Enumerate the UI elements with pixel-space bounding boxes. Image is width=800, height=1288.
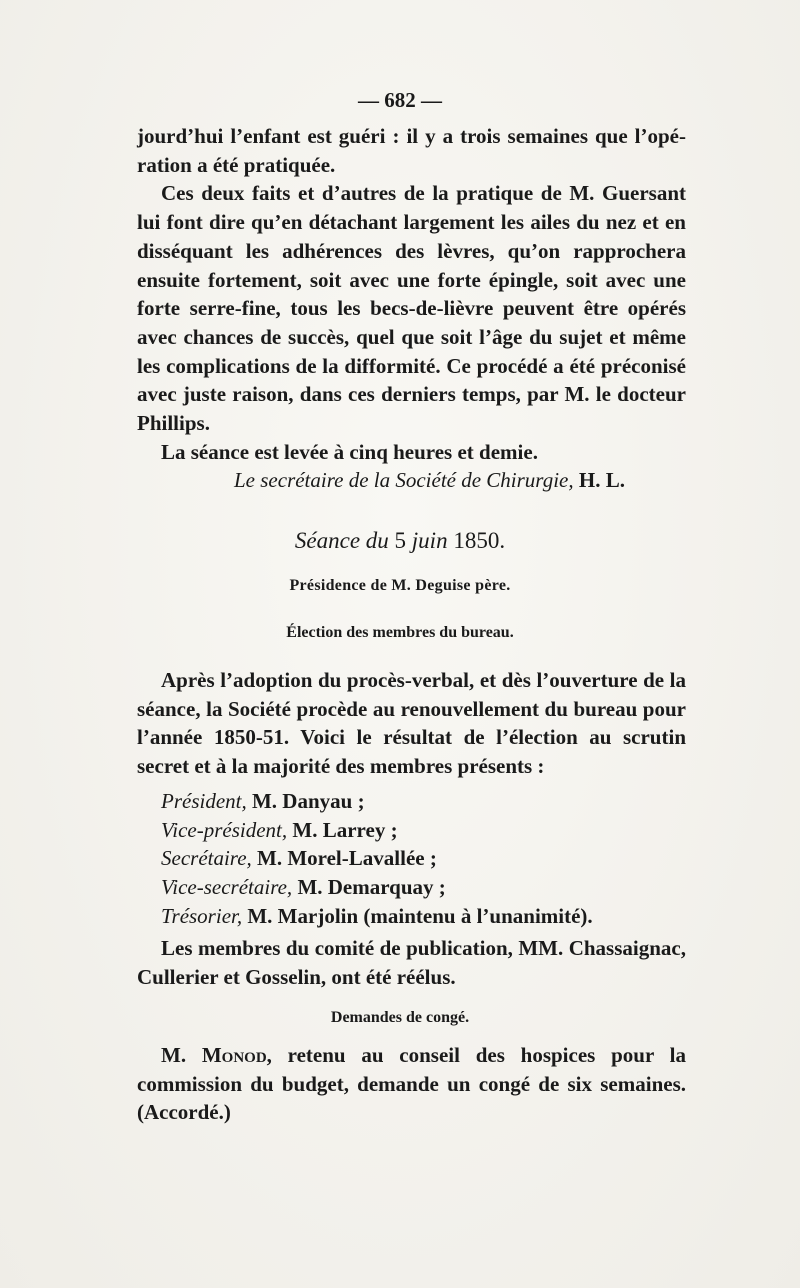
text-block-previous-session [137,122,686,495]
paragraph-guersant: Ces deux faits et d’autres de la pratique de M. Guersant lui font dire qu’en détachant largement les ailes du nez et en disséquant les adhérences des lèvres, qu’on rapprochera ensuite fortement, soit avec une forte épingle, soit avec une forte serre-fine, tous les becs-de-lièvre peuvent être opérés avec chances de succès, quel que soit l’âge du sujet et même les complications de la difformité. Ce procédé a été préconisé avec juste raison, dans ces derniers temps, par M. le docteur Phillips. [137,181,686,436]
list-item-tresorier [137,902,686,931]
list-item-secretaire [137,844,686,873]
paragraph-election: Après l’adoption du procès-verbal, et dès l’ouverture de la séance, la Société procède au renouvellement du bureau pour l’année 1850-51. Voici le résultat de l’élection au scrutin secret et à la majorité des membres présents : [137,668,686,779]
paragraph-seance-levee: La séance est levée à cinq heures et demie. [161,439,538,464]
role-president: Président, [161,788,247,813]
session-title-prefix: Séance du [294,528,389,553]
list-item-president [137,787,686,816]
section-heading-conge: Demandes de congé. [330,1009,470,1026]
paragraph-conge [137,1041,686,1127]
presidence-line: Présidence de M. Deguise père. [289,577,511,594]
text-block-election [137,666,686,992]
secretary-signature [137,466,686,495]
role-vice-secretaire: Vice-secrétaire, [161,874,293,899]
signature-initials: H. L. [578,468,625,493]
role-secretaire: Secrétaire, [161,846,252,871]
section-heading-election: Élection des membres du bureau. [286,624,514,641]
list-item-vice-secretaire [137,873,686,902]
list-item-vice-president [137,816,686,845]
session-day: 5 [394,528,407,553]
name-secretaire: M. Morel-Lavallée ; [257,846,437,871]
session-month: juin [411,528,448,553]
role-vice-president: Vice-président, [161,817,288,842]
page-number: — 682 — [358,88,442,112]
name-monod: M. Monod, [161,1043,272,1067]
name-vice-president: M. Larrey ; [292,817,398,842]
session-year: 1850. [453,528,506,553]
continuation-line-2: ration a été pratiquée. [137,152,336,177]
session-title [0,528,800,554]
continuation-line-1: jourd’hui l’enfant est guéri : il y a trois semaines que l’opé- [137,124,686,148]
role-tresorier: Trésorier, [161,903,243,928]
name-vice-secretaire: M. Demarquay ; [297,874,446,899]
text-block-conge [137,1041,686,1127]
paragraph-comite: Les membres du comité de publication, MM. Chassaignac, Cullerier et Gosselin, ont été réélus. [137,936,686,990]
conge-text: retenu au conseil des hospices pour la commission du budget, demande un congé de six semaines. (Accordé.) [137,1043,686,1125]
signature-text: Le secrétaire de la Société de Chirurgie, [234,468,574,493]
name-president: M. Danyau ; [251,788,365,813]
name-tresorier: M. Marjolin (maintenu à l’unanimité). [247,903,593,928]
